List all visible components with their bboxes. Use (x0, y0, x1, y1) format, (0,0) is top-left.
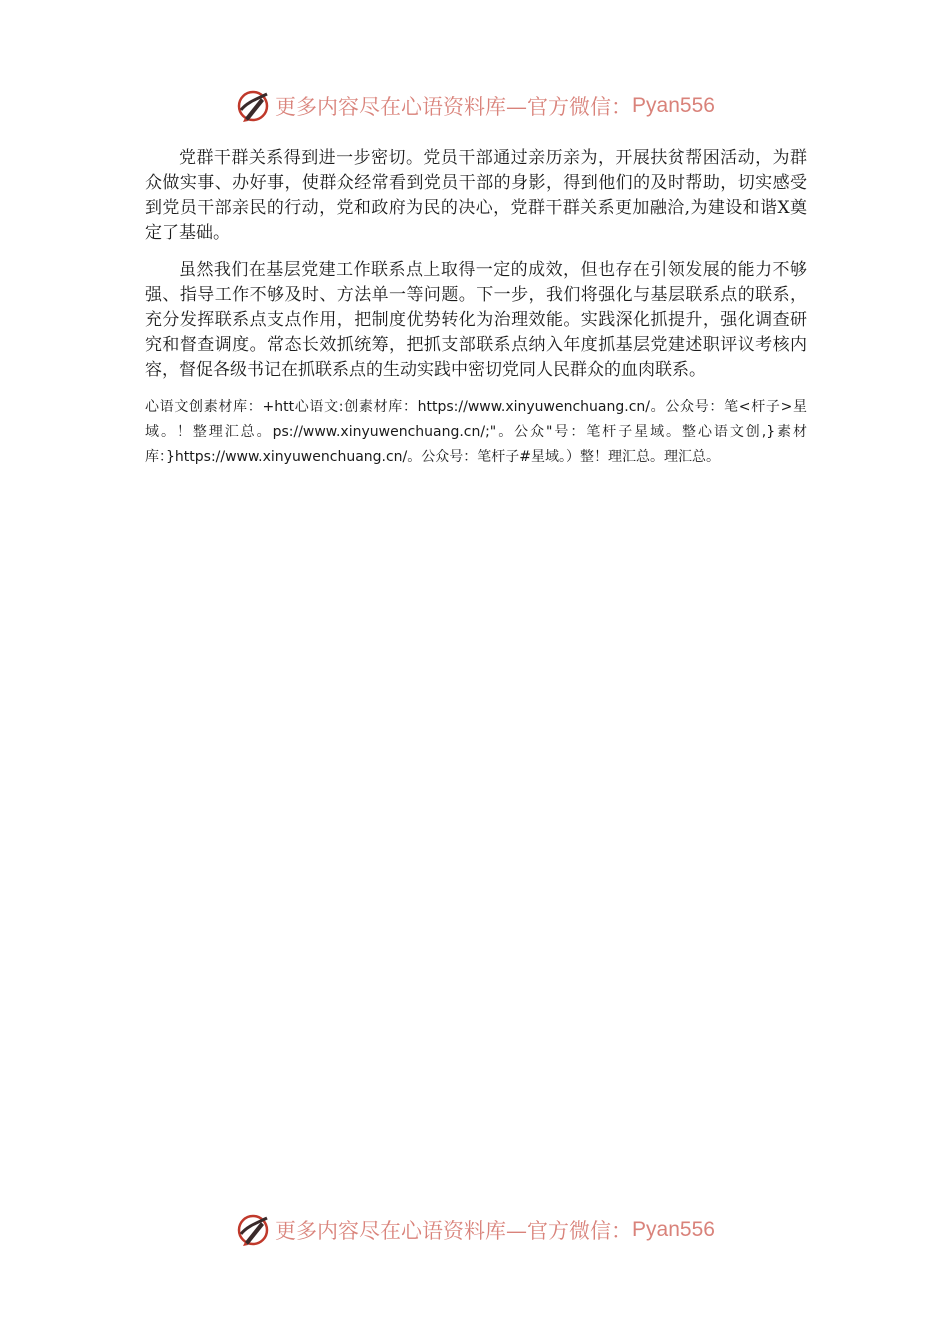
header-banner-id: Pyan556 (632, 94, 715, 117)
watermark-paragraph: 心语文创素材库：+htt心语文:创素材库：https://www.xinyuwenchuang.cn/。公众号：笔<杆子>星域。！整理汇总。ps://www.xinyuwenchuang.cn/;"。公众"号：笔杆子星域。整心语文创,}素材库：}https://www.xinyuwenchuang.cn/。公众号：笔杆子#星域。）整！理汇总。理汇总。 (145, 399, 807, 465)
paragraph-1: 党群干群关系得到进一步密切。党员干部通过亲历亲为，开展扶贫帮困活动，为群众做实事、办好事，使群众经常看到党员干部的身影，得到他们的及时帮助，切实感受到党员干部亲民的行动，党和政府为民的决心，党群干群关系更加融洽,为建设和谐X奠定了基础。 (145, 148, 807, 243)
pen-logo-icon (235, 88, 271, 124)
header-banner (0, 86, 950, 126)
header-banner-text: 更多内容尽在心语资料库—官方微信： (275, 95, 633, 119)
footer-banner-text: 更多内容尽在心语资料库—官方微信： (275, 1219, 633, 1243)
pen-logo-icon (235, 1212, 271, 1248)
paragraph-2: 虽然我们在基层党建工作联系点上取得一定的成效，但也存在引领发展的能力不够强、指导工作不够及时、方法单一等问题。下一步，我们将强化与基层联系点的联系，充分发挥联系点支点作用，把制度优势转化为治理效能。实践深化抓提升，强化调查研究和督查调度。常态长效抓统筹，把抓支部联系点纳入年度抓基层党建述职评议考核内容，督促各级书记在抓联系点的生动实践中密切党同人民群众的血肉联系。 (145, 260, 807, 380)
document-body (145, 146, 807, 470)
footer-banner (0, 1210, 950, 1250)
footer-banner-id: Pyan556 (632, 1218, 715, 1241)
